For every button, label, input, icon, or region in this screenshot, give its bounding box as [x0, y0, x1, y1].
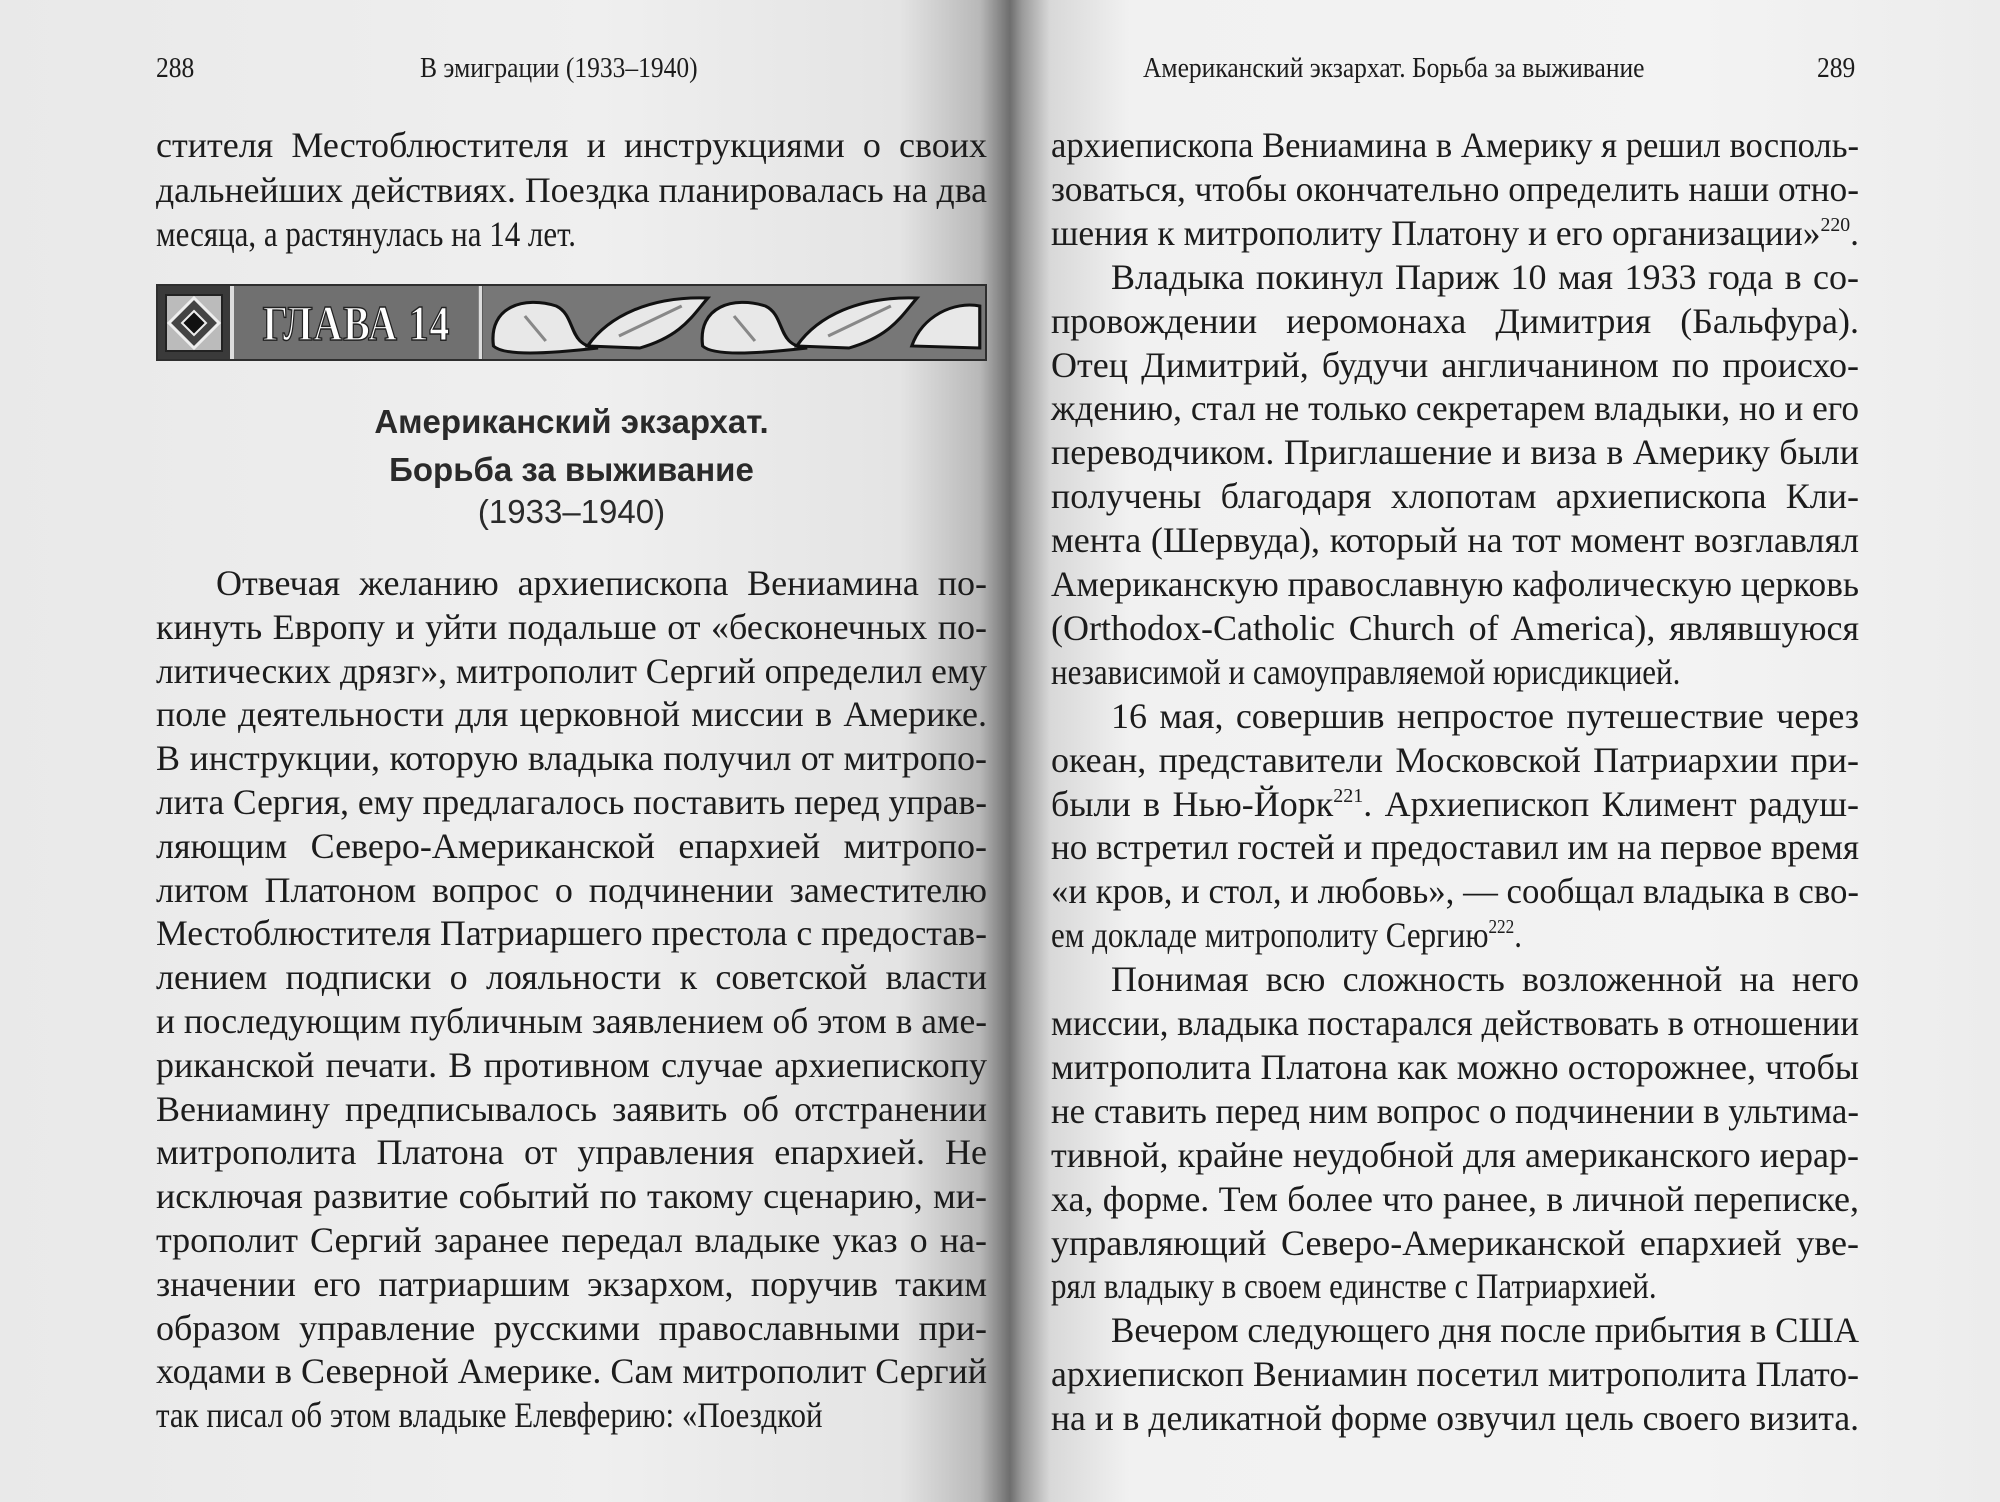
- text-line: [1051, 211, 1859, 255]
- text-line: [156, 1306, 987, 1350]
- text-line: [1051, 1045, 1859, 1089]
- text-line: [1051, 782, 1859, 826]
- line-text: переводчиком. Приглашение и виза в Америку были: [1051, 432, 1859, 473]
- chapter-title-line: Борьба за выживание: [389, 451, 754, 488]
- line-text: .: [1514, 915, 1522, 956]
- line-text: ха, форме. Тем более что ранее, в личной переписке,: [1051, 1178, 1859, 1219]
- text-line: [156, 868, 987, 912]
- text-line: [156, 692, 987, 736]
- line-text: значении его патриаршим экзархом, поручив таким: [156, 1263, 987, 1304]
- diamond-ornament-icon: [158, 286, 234, 359]
- chapter-title-line: Американский экзархат.: [374, 403, 769, 440]
- text-line: [156, 1262, 987, 1306]
- line-text: месяца, а растянулась на 14 лет.: [156, 214, 577, 254]
- line-text: стителя Местоблюстителя и инструкциями о своих: [156, 125, 987, 165]
- text-line: [1051, 694, 1859, 738]
- text-line: [1051, 562, 1859, 606]
- line-text: Американскую православную кафолическую церковь: [1051, 564, 1859, 604]
- leaf-ornament-icon: [483, 286, 985, 359]
- line-text: не ставить перед ним вопрос о подчинении в ультима-: [1051, 1090, 1859, 1131]
- text-line: [156, 780, 987, 824]
- chapter-label: ГЛАВА 14: [234, 286, 482, 359]
- line-text: (Orthodox-Catholic Church of America), являвшуюся: [1051, 607, 1859, 648]
- line-text: Владыка покинул Париж 10 мая 1933 года в со-: [1111, 256, 1859, 297]
- line-text: поле деятельности для церковной миссии в Америке.: [156, 694, 987, 735]
- line-text: и последующим публичным заявлением об этом в аме-: [156, 1001, 987, 1041]
- text-line: [1051, 1089, 1859, 1133]
- text-line: [1051, 1133, 1859, 1177]
- line-text: Отец Димитрий, будучи англичанином по происхо-: [1051, 344, 1859, 385]
- line-text: лением подписки о лояльности к советской власти: [156, 957, 987, 998]
- text-line: [156, 1174, 987, 1218]
- line-text: получены благодаря хлопотам архиепископа Кли-: [1051, 476, 1859, 517]
- text-line: [156, 736, 987, 780]
- text-line: [1051, 650, 1859, 694]
- line-text: зоваться, чтобы окончательно определить наши отно-: [1051, 168, 1859, 209]
- line-text: мента (Шервуда), который на тот момент возглавлял: [1051, 520, 1859, 561]
- text-line: [1051, 430, 1859, 474]
- line-text: рял владыку в своем единстве с Патриархией.: [1051, 1266, 1657, 1307]
- line-text: на и в деликатной форме озвучил цель своего визита.: [1051, 1398, 1859, 1439]
- line-text: Вениамину предписывалось заявить об отстранении: [156, 1088, 987, 1129]
- text-line: [1051, 1001, 1859, 1045]
- line-text: архиепископ Вениамин посетил митрополита Плато-: [1051, 1354, 1859, 1395]
- footnote-marker[interactable]: 222: [1488, 916, 1515, 939]
- text-line: [156, 1393, 987, 1437]
- text-line: [156, 824, 987, 868]
- line-text: но встретил гостей и предоставил им на первое время: [1051, 827, 1859, 868]
- page-number-right: 289: [1817, 52, 1856, 84]
- line-text: ем докладе митрополиту Сергию: [1051, 915, 1489, 956]
- text-line: [156, 649, 987, 693]
- chapter-years: (1933–1940): [477, 493, 666, 530]
- text-line: [1051, 1352, 1859, 1396]
- line-text: . Архиепископ Климент радуш-: [1363, 783, 1859, 824]
- text-line: [156, 999, 987, 1043]
- line-text: ходами в Северной Америке. Сам митрополит Сергий: [156, 1351, 987, 1392]
- text-line: [1051, 738, 1859, 782]
- text-line: [156, 1043, 987, 1087]
- line-text: кинуть Европу и уйти подальше от «бесконечных по-: [156, 606, 987, 647]
- text-line: [156, 123, 987, 167]
- line-text: миссии, владыка постарался действовать в отношении: [1051, 1003, 1859, 1043]
- text-line: [156, 1218, 987, 1262]
- line-text: управляющий Северо-Американской епархией уве-: [1051, 1222, 1859, 1263]
- text-line: [1051, 1264, 1859, 1308]
- line-text: В инструкции, которую владыка получил от митропо-: [156, 738, 987, 779]
- text-line: [1051, 957, 1859, 1001]
- line-text: митрополита Платона от управления епархией. Не: [156, 1132, 987, 1173]
- line-text: тивной, крайне неудобной для американского иерар-: [1051, 1134, 1859, 1175]
- line-text: литических дрязг», митрополит Сергий определил ему: [156, 650, 987, 691]
- text-line: [1051, 474, 1859, 518]
- line-text: литом Платоном вопрос о подчинении заместителю: [156, 869, 987, 910]
- chapter-banner: [156, 284, 987, 361]
- text-line: [156, 561, 987, 605]
- text-line: [1051, 167, 1859, 211]
- text-line: [156, 168, 987, 212]
- text-line: [1051, 386, 1859, 430]
- text-line: [1051, 299, 1859, 343]
- line-text: митрополита Платона как можно осторожнее, чтобы: [1051, 1046, 1859, 1087]
- line-text: Местоблюстителя Патриаршего престола с предостав-: [156, 913, 987, 954]
- line-text: Вечером следующего дня после прибытия в США: [1111, 1310, 1859, 1351]
- line-text: Отвечая желанию архиепископа Вениамина по-: [216, 563, 987, 603]
- line-text: ляющим Северо-Американской епархией митропо-: [156, 825, 987, 866]
- line-text: «и кров, и стол, и любовь», — сообщал владыка в сво-: [1051, 871, 1859, 912]
- text-line: [1051, 1396, 1859, 1440]
- text-line: [1051, 343, 1859, 387]
- line-text: были в Нью-Йорк: [1051, 783, 1334, 824]
- line-text: Понимая всю сложность возложенной на него: [1111, 959, 1859, 1000]
- line-text: трополит Сергий заранее передал владыке указ о на-: [156, 1220, 987, 1260]
- line-text: независимой и самоуправляемой юрисдикцией.: [1051, 651, 1681, 692]
- line-text: провождении иеромонаха Димитрия (Бальфура).: [1051, 300, 1859, 341]
- page-number-left: 288: [156, 52, 195, 84]
- text-line: [1051, 1308, 1859, 1352]
- line-text: 16 мая, совершив непростое путешествие через: [1111, 695, 1859, 736]
- text-line: [1051, 1221, 1859, 1265]
- footnote-marker[interactable]: 221: [1333, 784, 1364, 807]
- line-text: океан, представители Московской Патриархии при-: [1051, 739, 1859, 780]
- line-text: .: [1850, 212, 1859, 253]
- footnote-marker[interactable]: 220: [1820, 213, 1851, 236]
- text-line: [156, 911, 987, 955]
- line-text: дальнейших действиях. Поездка планировалась на два: [156, 169, 987, 210]
- line-text: ждению, стал не только секретарем владыки, но и его: [1051, 388, 1859, 429]
- text-line: [1051, 255, 1859, 299]
- line-text: образом управление русскими православными при-: [156, 1307, 987, 1348]
- text-line: [1051, 825, 1859, 869]
- line-text: исключая развитие событий по такому сценарию, ми-: [156, 1176, 987, 1217]
- text-line: [156, 1349, 987, 1393]
- text-line: [1051, 913, 1859, 957]
- text-line: [1051, 606, 1859, 650]
- line-text: лита Сергия, ему предлагалось поставить перед управ-: [156, 782, 987, 822]
- line-text: шения к митрополиту Платону и его организации»: [1051, 212, 1821, 253]
- line-text: архиепископа Вениамина в Америку я решил восполь-: [1051, 125, 1859, 165]
- text-line: [156, 1087, 987, 1131]
- text-line: [1051, 518, 1859, 562]
- text-line: [156, 212, 987, 256]
- line-text: риканской печати. В противном случае архиепископу: [156, 1044, 987, 1085]
- line-text: так писал об этом владыке Елевферию: «Поездкой: [156, 1395, 823, 1436]
- running-head-right: Американский экзархат. Борьба за выживание: [1143, 52, 1645, 84]
- running-head-left: В эмиграции (1933–1940): [420, 52, 698, 84]
- text-line: [156, 605, 987, 649]
- text-line: [1051, 123, 1859, 167]
- text-line: [156, 955, 987, 999]
- text-line: [156, 1130, 987, 1174]
- text-line: [1051, 1177, 1859, 1221]
- text-line: [1051, 869, 1859, 913]
